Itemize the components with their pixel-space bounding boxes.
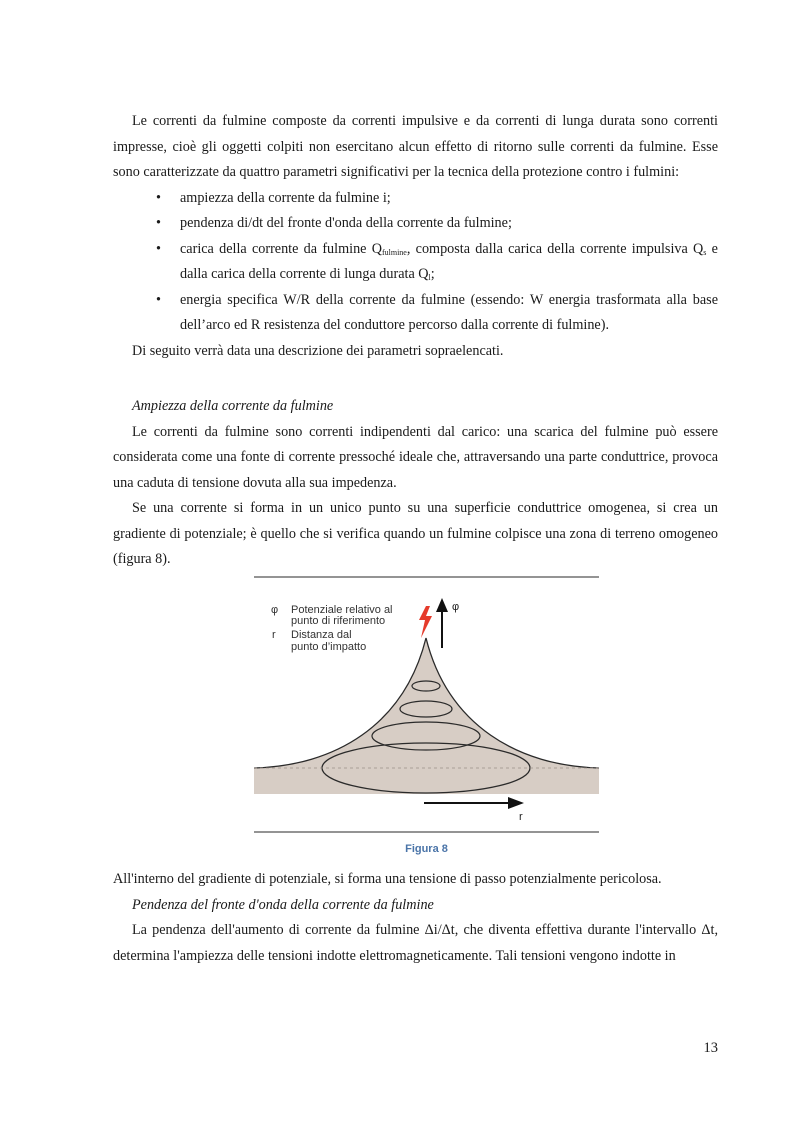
list-item-text: ampiezza della corrente da fulmine i;: [180, 189, 391, 206]
parameters-list: [113, 186, 718, 339]
list-item: [113, 211, 718, 237]
text-fragment: e dalla carica della corrente di lunga durata Q: [180, 240, 718, 282]
bullet-marker: •: [156, 215, 161, 231]
subscript: fulmine: [381, 247, 407, 257]
figure-8: [254, 576, 599, 834]
paragraph: La pendenza dell'aumento di corrente da fulmine Δi/Δt, che diventa effettiva durante l'intervallo Δt, determina l'ampiezza delle tensioni indotte elettromagneticamente. Tali tensioni vengono indotte in: [113, 922, 718, 964]
list-item-text: energia specifica W/R della corrente da fulmine (essendo: W energia trasformata alla base dell’arco ed R resistenza del conduttore percorso dalla corrente di fulmine).: [180, 291, 718, 333]
text-fragment: carica della corrente da fulmine Q: [180, 240, 382, 257]
intro-paragraph: Le correnti da fulmine composte da correnti impulsive e da correnti di lunga durata sono correnti impresse, cioè gli oggetti colpiti non esercitano alcun effetto di ritorno sulle correnti da fulmine. Esse sono caratterizzate da quattro parametri significativi per la tecnica della protezione contro i fulmini:: [113, 113, 718, 180]
potential-gradient-diagram: [254, 576, 599, 834]
section-amplitude: [113, 394, 718, 573]
legend-r-symbol: r: [272, 629, 276, 641]
bullet-marker: •: [156, 240, 161, 257]
section-heading: Ampiezza della corrente da fulmine: [132, 398, 334, 414]
r-axis-arrowhead: [508, 797, 524, 809]
phi-axis-label: φ: [452, 601, 460, 613]
paragraph: All'interno del gradiente di potenziale, si forma una tensione di passo potenzialmente pericolosa.: [113, 871, 662, 887]
list-item: [113, 237, 718, 288]
legend-phi-symbol: φ: [271, 604, 279, 616]
subscript: l: [428, 273, 431, 282]
intro-block: [113, 109, 718, 364]
subscript: s: [703, 247, 707, 257]
list-item-text: pendenza di/dt del fronte d'onda della corrente da fulmine;: [180, 215, 512, 231]
intro-closing: Di seguito verrà data una descrizione dei parametri sopraelencati.: [132, 342, 504, 359]
section-slope: [113, 867, 718, 969]
figure-caption: Figura 8: [405, 843, 448, 855]
text-fragment: , composta dalla carica della corrente impulsiva Q: [406, 240, 704, 257]
ground-surface: [254, 638, 599, 794]
legend-phi-line: punto di riferimento: [291, 615, 386, 627]
list-item-text: [180, 241, 718, 283]
legend-phi-line: Potenziale relativo al: [291, 604, 393, 616]
bullet-marker: •: [156, 189, 161, 206]
legend-r-line: punto d’impatto: [291, 641, 367, 653]
list-item: [113, 288, 718, 339]
bullet-marker: •: [156, 291, 161, 308]
lightning-bolt-icon: [419, 606, 432, 638]
list-item: [113, 186, 718, 212]
paragraph: Le correnti da fulmine sono correnti indipendenti dal carico: una scarica del fulmine può essere considerata come una fonte di corrente pressoché ideale che, attraversando una parte conduttrice, provoca una caduta di tensione dovuta alla sua impedenza.: [113, 423, 718, 491]
r-axis-label: r: [519, 811, 523, 823]
section-heading: Pendenza del fronte d'onda della corrente da fulmine: [132, 896, 434, 913]
legend-r-line: Distanza dal: [291, 629, 352, 641]
paragraph: Se una corrente si forma in un unico punto su una superficie conduttrice omogenea, si crea un gradiente di potenziale; è quello che si verifica quando un fulmine colpisce una zona di terreno omogeneo (figura 8).: [113, 500, 718, 567]
text-fragment: ;: [430, 266, 435, 282]
page-number: 13: [703, 1040, 718, 1056]
phi-axis-arrowhead: [436, 598, 448, 612]
figure-legend: [271, 604, 393, 653]
